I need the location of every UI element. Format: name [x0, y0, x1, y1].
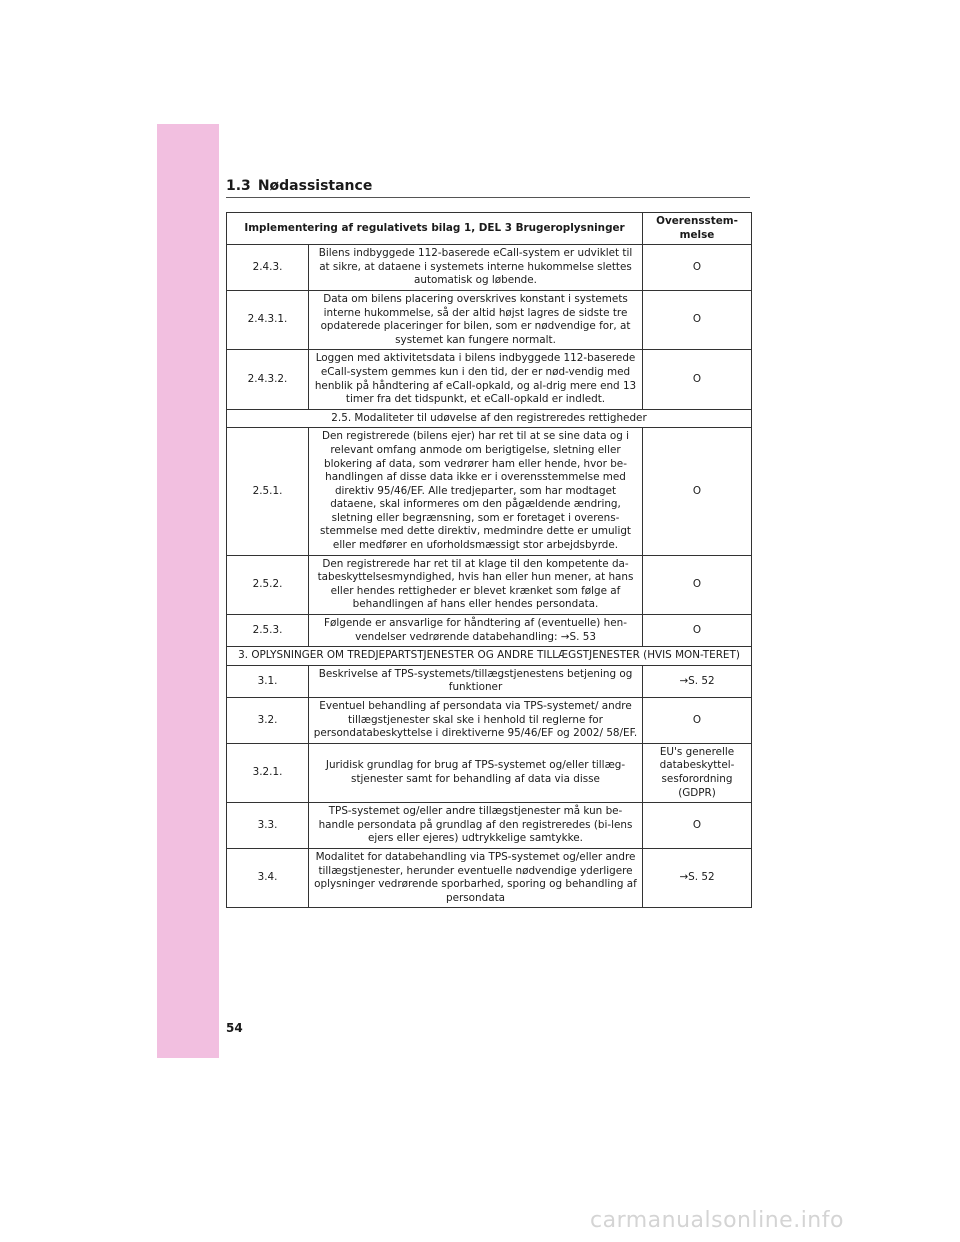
table-section-row [227, 647, 752, 666]
row-compliance-cell: O [643, 290, 752, 349]
table-body [227, 245, 752, 908]
row-compliance-cell: O [643, 350, 752, 409]
row-id-cell: 3.4. [227, 848, 309, 907]
row-id-cell: 2.4.3.2. [227, 350, 309, 409]
row-id-cell: 3.2.1. [227, 743, 309, 802]
row-id-cell: 2.5.3. [227, 615, 309, 647]
section-heading-cell: 2.5. Modaliteter til udøvelse af den registreredes rettigheder [227, 409, 752, 428]
row-compliance-cell: O [643, 555, 752, 614]
row-text-cell: TPS-systemet og/eller andre tillægstjenester må kun be-handle persondata på grundlag af den registreredes (bi-lens ejers eller ejeres) udtrykkelige samtykke. [309, 803, 643, 849]
row-id-cell: 3.1. [227, 665, 309, 697]
table-row [227, 615, 752, 647]
row-text-cell: Data om bilens placering overskrives konstant i systemets interne hukommelse, så der altid højst lagres de sidste tre opdaterede placeringer for bilen, som er nødvendige for, at systemet kan fungere normalt. [309, 290, 643, 349]
table-row [227, 245, 752, 291]
row-text-cell: Modalitet for databehandling via TPS-systemet og/eller andre tillægstjenester, herunder eventuelle nødvendige yderligere oplysninger vedrørende sporbarhed, sporing og behandling af persondata [309, 848, 643, 907]
row-compliance-cell: O [643, 698, 752, 744]
page-number: 54 [226, 1021, 243, 1035]
row-text-cell: Eventuel behandling af persondata via TPS-systemet/ andre tillægstjenester skal ske i henhold til reglerne for persondatabeskyttelse i direktiverne 95/46/EF og 2002/ 58/EF. [309, 698, 643, 744]
section-number: 1.3 [226, 178, 251, 194]
table-row [227, 698, 752, 744]
table-row [227, 665, 752, 697]
table-row [227, 428, 752, 555]
table-section-row [227, 409, 752, 428]
table-header-row [227, 213, 752, 245]
table-header-compliance: Overensstem-melse [643, 213, 752, 245]
user-information-table [226, 212, 752, 908]
row-compliance-cell: EU's generelle databeskyttel-sesforordning (GDPR) [643, 743, 752, 802]
table-row [227, 290, 752, 349]
row-text-cell: Følgende er ansvarlige for håndtering af (eventuelle) hen-vendelser vedrørende databehandling: →S. 53 [309, 615, 643, 647]
section-heading-cell: 3. OPLYSNINGER OM TREDJEPARTSTJENESTER OG ANDRE TILLÆGSTJENESTER (HVIS MON-TERET) [227, 647, 752, 666]
row-id-cell: 2.4.3. [227, 245, 309, 291]
row-text-cell: Den registrerede har ret til at klage til den kompetente da-tabeskyttelsesmyndighed, hvis han eller hun mener, at hans eller hendes rettigheder er blevet krænket som følge af behandlingen af hans eller hendes persondata. [309, 555, 643, 614]
table-row [227, 555, 752, 614]
row-compliance-cell: O [643, 428, 752, 555]
row-id-cell: 2.5.2. [227, 555, 309, 614]
row-id-cell: 2.4.3.1. [227, 290, 309, 349]
row-compliance-cell: →S. 52 [643, 848, 752, 907]
table-row [227, 803, 752, 849]
row-compliance-cell: →S. 52 [643, 665, 752, 697]
chapter-tab-band [157, 124, 219, 1058]
row-id-cell: 2.5.1. [227, 428, 309, 555]
watermark: carmanualsonline.info [590, 1208, 844, 1233]
row-compliance-cell: O [643, 615, 752, 647]
row-id-cell: 3.3. [227, 803, 309, 849]
table-row [227, 743, 752, 802]
row-compliance-cell: O [643, 803, 752, 849]
row-id-cell: 3.2. [227, 698, 309, 744]
section-header [226, 178, 750, 198]
row-text-cell: Loggen med aktivitetsdata i bilens indbyggede 112-baserede eCall-system gemmes kun i den tid, der er nød-vendig med henblik på håndtering af eCall-opkald, og al-drig mere end 13 timer fra det tidspunkt, et eCall-opkald er indledt. [309, 350, 643, 409]
row-text-cell: Beskrivelse af TPS-systemets/tillægstjenestens betjening og funktioner [309, 665, 643, 697]
table-row [227, 350, 752, 409]
table-header-title: Implementering af regulativets bilag 1, DEL 3 Brugeroplysninger [227, 213, 643, 245]
row-compliance-cell: O [643, 245, 752, 291]
table-row [227, 848, 752, 907]
row-text-cell: Bilens indbyggede 112-baserede eCall-system er udviklet til at sikre, at dataene i systemets interne hukommelse slettes automatisk og løbende. [309, 245, 643, 291]
row-text-cell: Juridisk grundlag for brug af TPS-systemet og/eller tillæg-stjenester samt for behandling af data via disse [309, 743, 643, 802]
section-title: Nødassistance [257, 178, 373, 194]
row-text-cell: Den registrerede (bilens ejer) har ret til at se sine data og i relevant omfang anmode om berigtigelse, sletning eller blokering af data, som vedrører ham eller hende, hvor be-handlingen af disse data ikke er i overensstemmelse med direktiv 95/46/EF. Alle tredjeparter, som har modtaget dataene, skal informeres om den pågældende ændring, sletning eller begrænsning, som er foretaget i overens-stemmelse med dette direktiv, medmindre dette er umuligt eller medfører en uforholdsmæssigt stor arbejdsbyrde. [309, 428, 643, 555]
